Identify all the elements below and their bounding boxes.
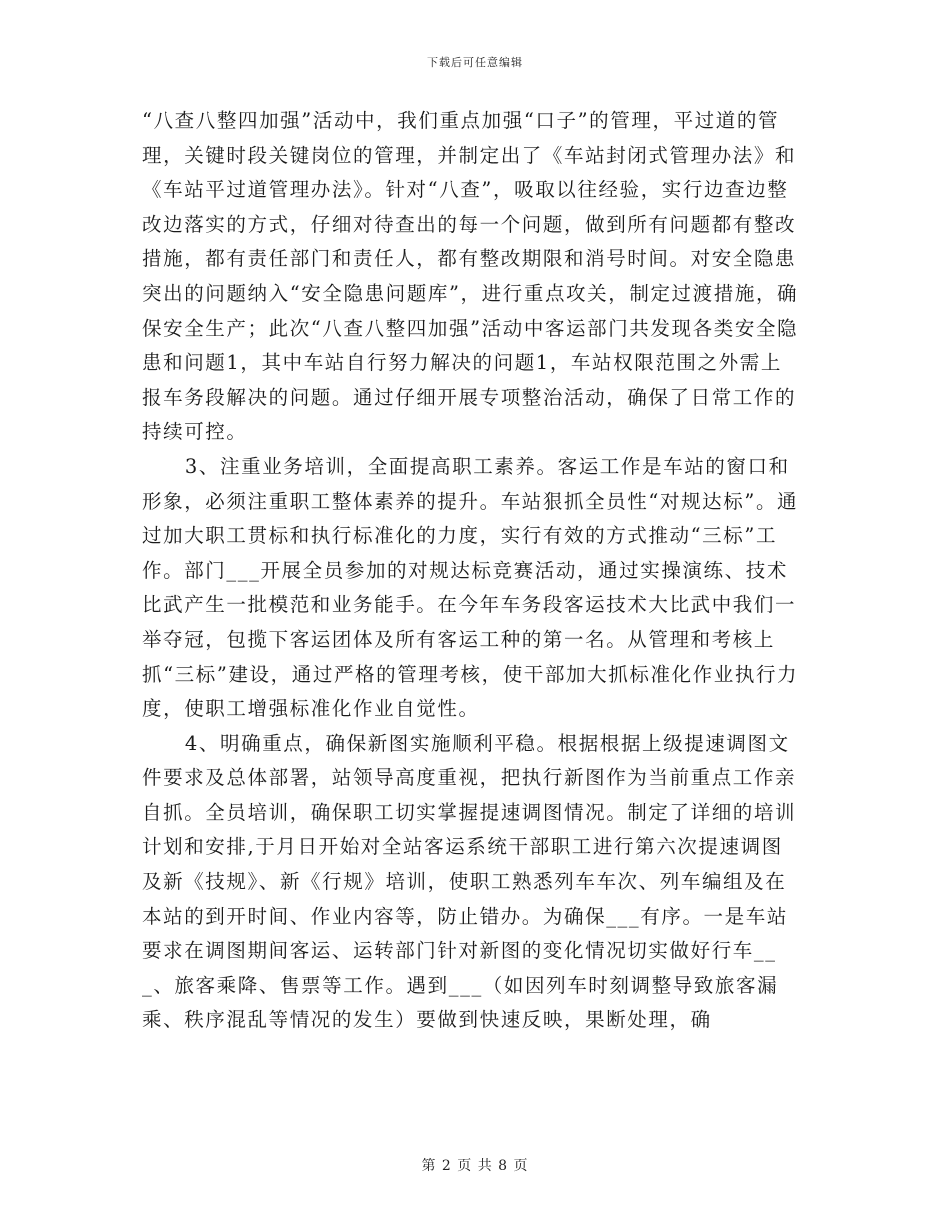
paragraph-3: 4、明确重点，确保新图实施顺利平稳。根据根据上级提速调图文件要求及总体部署，站领导高度重视，把执行新图作为当前重点工作亲自抓。全员培训，确保职工切实掌握提速调图情况。制定了详细的培训计划和安排,于月日开始对全站客运系统干部职工进行第六次提速调图及新《技规》、新《行规》培训，使职工熟悉列车车次、列车编组及在本站的到开时间、作业内容等，防止错办。为确保___有序。一是车站要求在调图期间客运、运转部门针对新图的变化情况切实做好行车___、旅客乘降、售票等工作。遇到___（如因列车时刻调整导致旅客漏乘、秩序混乱等情况的发生）要做到快速反映，果断处理，确 [142, 731, 797, 1032]
document-body [142, 104, 802, 1038]
paragraph-1: “八查八整四加强”活动中，我们重点加强“口子”的管理，平过道的管理，关键时段关键岗位的管理，并制定出了《车站封闭式管理办法》和《车站平过道管理办法》。针对“八查”，吸取以往经验，实行边查边整改边落实的方式，仔细对待查出的每一个问题，做到所有问题都有整改措施，都有责任部门和责任人，都有整改期限和消号时间。对安全隐患突出的问题纳入“安全隐患问题库”，进行重点攻关，制定过渡措施，确保安全生产；此次“八查八整四加强”活动中客运部门共发现各类安全隐患和问题1，其中车站自行努力解决的问题1，车站权限范围之外需上报车务段解决的问题。通过仔细开展专项整治活动，确保了日常工作的持续可控。 [142, 109, 799, 444]
page-footer: 第 2 页 共 8 页 [421, 1158, 529, 1174]
page-header: 下载后可任意编辑 [427, 56, 523, 69]
paragraph-2: 3、注重业务培训，全面提高职工素养。客运工作是车站的窗口和形象，必须注重职工整体素养的提升。车站狠抓全员性“对规达标”。通过加大职工贯标和执行标准化的力度，实行有效的方式推动“三标”工作。部门___开展全员参加的对规达标竞赛活动，通过实操演练、技术比武产生一批模范和业务能手。在今年车务段客运技术大比武中我们一举夺冠，包揽下客运团体及所有客运工种的第一名。从管理和考核上抓“三标”建设，通过严格的管理考核，使干部加大抓标准化作业执行力度，使职工增强标准化作业自觉性。 [142, 454, 799, 721]
